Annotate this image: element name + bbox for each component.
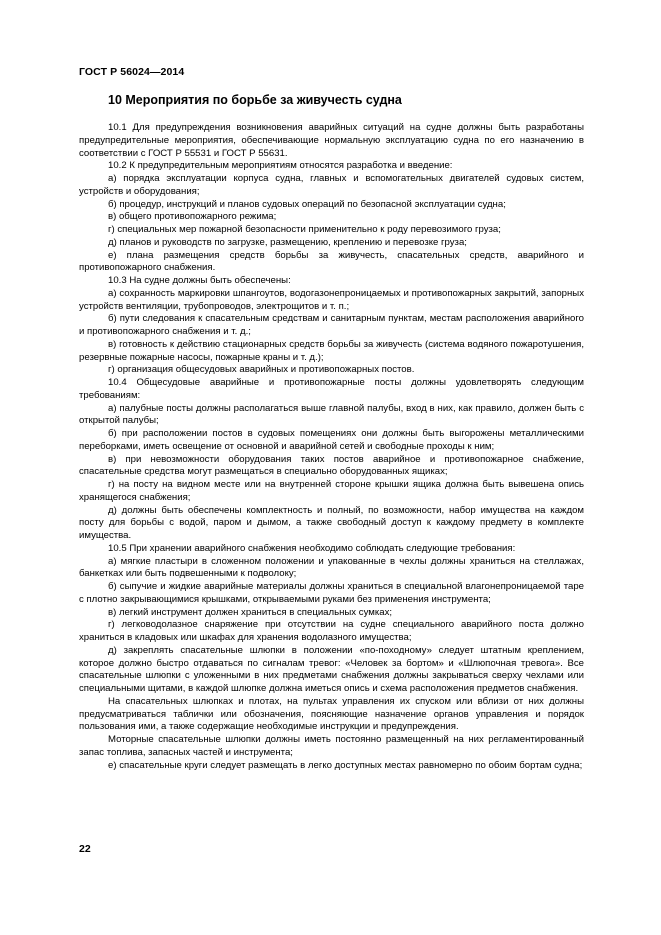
paragraph-10-4: 10.4 Общесудовые аварийные и противопожарные посты должны удовлетворять следующим требованиям:	[79, 377, 584, 401]
list-item-10-4-a: а) палубные посты должны располагаться выше главной палубы, вход в них, как правило, должен быть с открытой палубы;	[79, 402, 584, 427]
list-item-10-4-g: г) на посту на видном месте или на внутренней стороне крышки ящика должна быть вывешена опись хранящегося снабжения;	[79, 479, 584, 503]
paragraph-motor-lifeboats: Моторные спасательные шлюпки должны иметь постоянно размещенный на них регламентированный запас топлива, запасных частей и инструмента;	[79, 734, 584, 758]
paragraph-lifeboat-signage: На спасательных шлюпках и плотах, на пультах управления их спуском или вблизи от них должны предусматриваться таблички или обозначения, поясняющие назначение органов управления и порядок пользования ими, а также содержащие необходимые инструкции и предупреждения.	[79, 695, 584, 733]
list-item-10-5-b: б) сыпучие и жидкие аварийные материалы должны храниться в специальной влагонепроницаемой таре с плотно закрывающимися крышками, открываемыми руками без применения инструмента;	[79, 581, 584, 605]
list-item-10-2-a: а) порядка эксплуатации корпуса судна, главных и вспомогательных двигателей судовых систем, устройств и оборудования;	[79, 173, 584, 197]
list-item-10-5-g: г) легководолазное снаряжение при отсутствии на судне специального аварийного поста должно храниться в кладовых или шкафах для хранения водолазного имущества;	[79, 619, 584, 643]
list-item-10-5-e: е) спасательные круги следует размещать в легко доступных местах равномерно по обоим бортам судна;	[108, 759, 583, 771]
list-item-10-5-a: а) мягкие пластыри в сложенном положении и упакованные в чехлы должны храниться на стеллажах, банкетках или быть подвешенными к подволоку;	[79, 555, 584, 580]
list-item-10-2-g: г) специальных мер пожарной безопасности применительно к роду перевозимого груза;	[108, 224, 501, 235]
standard-code-header: ГОСТ Р 56024—2014	[79, 66, 185, 78]
list-item-10-5-v: в) легкий инструмент должен храниться в специальных сумках;	[108, 606, 393, 618]
list-item-10-5-d: д) закреплять спасательные шлюпки в положении «по-походному» следует штатным креплением, которое должно быстро отдаваться по сигналам тревог: «Человек за бортом» и «Шлюпочная тревога». Все спасательные шлюпки с уложенными в них предметами снабжения должны закрываться сверху чехлами или специальными щитами, в каждой шлюпке должна иметься опись и схема расположения предметов снабжения.	[79, 644, 584, 694]
list-item-10-4-v: в) при невозможности оборудования таких постов аварийное и противопожарное снабжение, спасательные средства могут размещаться в специально оборудованных ящиках;	[79, 453, 584, 478]
list-item-10-2-v: в) общего противопожарного режима;	[108, 211, 277, 223]
list-item-10-2-b: б) процедур, инструкций и планов судовых операций по безопасной эксплуатации судна;	[108, 198, 506, 210]
paragraph-10-2: 10.2 К предупредительным мероприятиям относятся разработка и введение:	[108, 160, 453, 172]
list-item-10-3-a: а) сохранность маркировки шпангоутов, водогазонепроницаемых и противопожарных закрытий, запорных устройств вентиляции, трубопроводов, электрощитов и т. п.;	[79, 287, 584, 312]
paragraph-10-3: 10.3 На судне должны быть обеспечены:	[108, 275, 291, 286]
page-number: 22	[79, 843, 91, 855]
list-item-10-4-d: д) должны быть обеспечены комплектность и полный, по возможности, набор имущества на каждом посту для борьбы с водой, паром и дымом, а также свободный доступ к каждому предмету в комплекте имущества.	[79, 504, 584, 541]
list-item-10-2-e: е) плана размещения средств борьбы за живучесть, спасательных средств, аварийного и противопожарного снабжения.	[79, 249, 584, 274]
paragraph-10-5: 10.5 При хранении аварийного снабжения необходимо соблюдать следующие требования:	[108, 542, 516, 554]
list-item-10-3-g: г) организация общесудовых аварийных и противопожарных постов.	[108, 364, 415, 376]
paragraph-10-1: 10.1 Для предупреждения возникновения аварийных ситуаций на судне должны быть разработаны предупредительные мероприятия, обеспечивающие нормальную эксплуатацию судна по его назначению в соответствии с ГОСТ Р 55531 и ГОСТ Р 55631.	[79, 122, 584, 159]
list-item-10-4-b: б) при расположении постов в судовых помещениях они должны быть выгорожены металлическими переборками, иметь освещение от основной и аварийной сетей и свободные проходы к ним;	[79, 428, 584, 452]
list-item-10-3-b: б) пути следования к спасательным средствам и санитарным пунктам, местам расположения аварийного и противопожарного снабжения и т. д.;	[79, 313, 584, 337]
body-text	[79, 122, 584, 772]
list-item-10-2-d: д) планов и руководств по загрузке, размещению, креплению и перевозке груза;	[108, 236, 467, 248]
list-item-10-3-v: в) готовность к действию стационарных средств борьбы за живучесть (система водяного пожаротушения, резервные пожарные насосы, пожарные краны и т. д.);	[79, 338, 584, 363]
section-title: 10 Мероприятия по борьбе за живучесть судна	[108, 93, 402, 107]
